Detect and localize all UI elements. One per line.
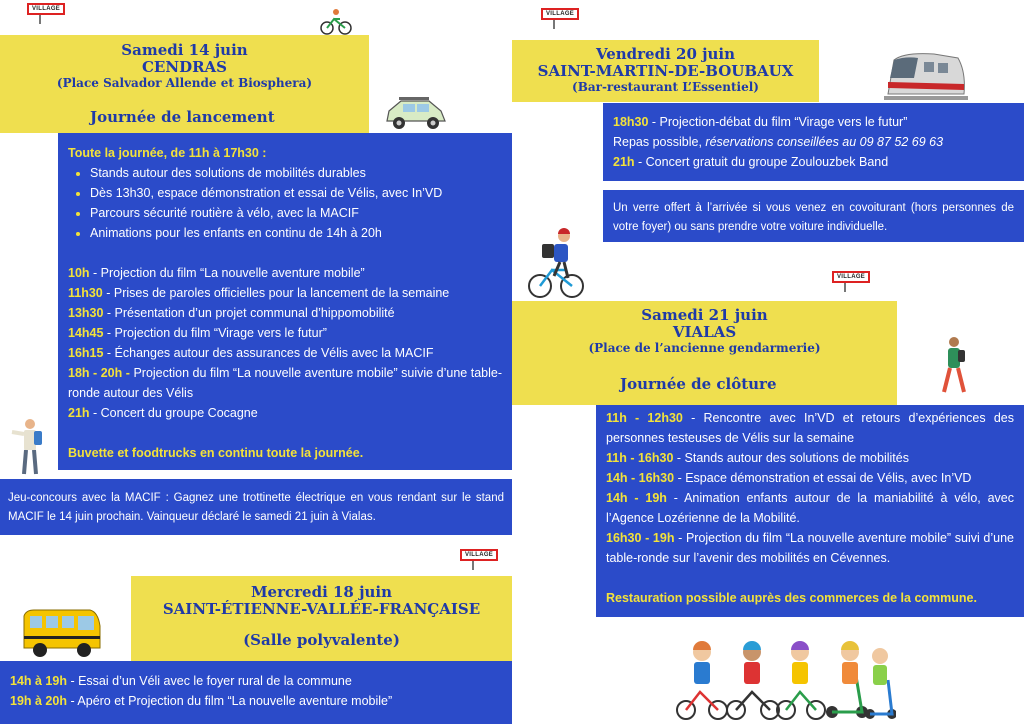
schedule-item: 10h - Projection du film “La nouvelle aventure mobile” bbox=[68, 266, 365, 280]
schedule-item: 14h - 16h30 - Espace démonstration et essai de Vélis, avec In’VD bbox=[606, 471, 972, 485]
saint-etienne-address: (Salle polyvalente) bbox=[243, 631, 400, 649]
schedule-item: 21h - Concert gratuit du groupe Zoulouzbek Band bbox=[613, 155, 889, 169]
list-item: • Parcours sécurité routière à vélo, avec la MACIF bbox=[90, 203, 502, 223]
cendras-program bbox=[58, 133, 512, 470]
bicycle-icon bbox=[320, 8, 352, 36]
village-sign-icon: VILLAGE bbox=[460, 549, 498, 570]
vialas-address: (Place de l’ancienne gendarmerie) bbox=[588, 341, 821, 355]
schedule-item: Repas possible, réservations conseillées au 09 87 52 69 63 bbox=[613, 135, 944, 149]
cendras-contest: Jeu-concours avec la MACIF : Gagnez une trottinette électrique en vous rendant sur le stand MACIF le 14 juin prochain. Vainqueur déclaré le samedi 21 juin à Vialas. bbox=[0, 479, 512, 535]
cyclist-icon bbox=[528, 228, 584, 302]
saint-martin-date: Vendredi 20 juin bbox=[595, 45, 736, 63]
list-item: • Stands autour des solutions de mobilités durables bbox=[90, 163, 502, 183]
cendras-address: (Place Salvador Allende et Biosphera) bbox=[56, 76, 313, 90]
cendras-header bbox=[0, 35, 369, 133]
school-bus-icon bbox=[20, 606, 102, 660]
schedule-item: 14h à 19h - Essai d’un Véli avec le foyer rural de la commune bbox=[10, 674, 352, 688]
cendras-bullets bbox=[68, 163, 502, 243]
cendras-subtitle: Journée de lancement bbox=[90, 108, 275, 126]
hitchhiker-icon bbox=[8, 418, 48, 480]
village-sign-icon: VILLAGE bbox=[832, 271, 870, 292]
schedule-item: 18h - 20h - Projection du film “La nouvelle aventure mobile” suivie d’une table-ronde autour des Vélis bbox=[68, 366, 503, 400]
saint-etienne-header bbox=[131, 576, 512, 661]
village-sign-icon: VILLAGE bbox=[27, 3, 65, 24]
saint-etienne-place: SAINT-ÉTIENNE-VALLÉE-FRANÇAISE bbox=[162, 600, 481, 618]
cendras-footer: Buvette et foodtrucks en continu toute la journée. bbox=[68, 446, 364, 460]
saint-etienne-program bbox=[0, 661, 512, 724]
list-item: • Dès 13h30, espace démonstration et essai de Vélis, avec In’VD bbox=[90, 183, 502, 203]
village-sign-icon: VILLAGE bbox=[541, 8, 579, 29]
train-icon bbox=[884, 48, 968, 104]
vialas-place: VIALAS bbox=[672, 323, 737, 341]
saint-martin-program bbox=[603, 103, 1024, 181]
schedule-item: 14h45 - Projection du film “Virage vers le futur” bbox=[68, 326, 327, 340]
schedule-item: 11h - 12h30 - Rencontre avec In’VD et retours d’expériences des personnes testeuses de Vélis sur la semaine bbox=[606, 411, 1015, 445]
cendras-allday-title: Toute la journée, de 11h à 17h30 : bbox=[68, 146, 267, 160]
cendras-date: Samedi 14 juin bbox=[121, 41, 248, 59]
vialas-subtitle: Journée de clôture bbox=[620, 375, 777, 393]
schedule-item: 19h à 20h - Apéro et Projection du film “La nouvelle aventure mobile” bbox=[10, 694, 393, 708]
list-item: • Animations pour les enfants en continu de 14h à 20h bbox=[90, 223, 502, 243]
schedule-item: 21h - Concert du groupe Cocagne bbox=[68, 406, 258, 420]
schedule-item: 18h30 - Projection-débat du film “Virage vers le futur” bbox=[613, 115, 908, 129]
schedule-item: 16h30 - 19h - Projection du film “La nouvelle aventure mobile” suivi d’une table-ronde sur l’avenir des mobilités en Cévennes. bbox=[606, 531, 1015, 565]
vialas-header bbox=[512, 301, 897, 405]
vialas-date: Samedi 21 juin bbox=[641, 306, 768, 324]
vialas-program bbox=[596, 405, 1024, 617]
saint-etienne-date: Mercredi 18 juin bbox=[250, 583, 393, 601]
walker-icon bbox=[938, 336, 972, 400]
car-icon bbox=[383, 93, 449, 133]
schedule-item: 14h - 19h - Animation enfants autour de la maniabilité à vélo, avec l’Agence Lozérienne de la Mobilité. bbox=[606, 491, 1015, 525]
saint-martin-header bbox=[512, 40, 819, 102]
kids-on-bikes-icon bbox=[666, 632, 896, 722]
schedule-item: 16h15 - Échanges autour des assurances de Vélis avec la MACIF bbox=[68, 346, 434, 360]
saint-martin-note: Un verre offert à l’arrivée si vous venez en covoiturant (hors personnes de votre foyer) ou sans prendre votre voiture individuelle. bbox=[603, 190, 1024, 242]
schedule-item: 11h30 - Prises de paroles officielles pour la lancement de la semaine bbox=[68, 286, 450, 300]
schedule-item: 11h - 16h30 - Stands autour des solutions de mobilités bbox=[606, 451, 909, 465]
cendras-place: CENDRAS bbox=[141, 58, 228, 76]
schedule-item: 13h30 - Présentation d’un projet communal d’hippomobilité bbox=[68, 306, 395, 320]
saint-martin-address: (Bar-restaurant L’Essentiel) bbox=[572, 80, 759, 94]
vialas-footer: Restauration possible auprès des commerces de la commune. bbox=[606, 591, 977, 605]
saint-martin-place: SAINT-MARTIN-DE-BOUBAUX bbox=[537, 62, 794, 80]
